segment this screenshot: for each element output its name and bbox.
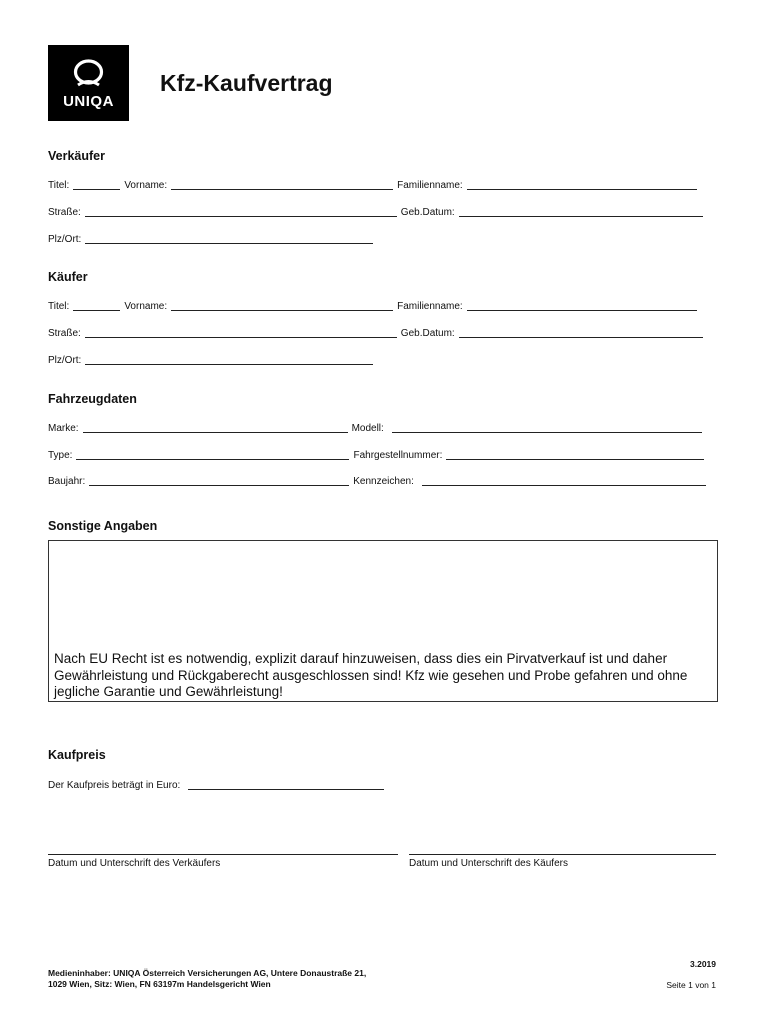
modell-field[interactable] — [392, 421, 702, 433]
footer-publisher-line2: 1029 Wien, Sitz: Wien, FN 63197m Handelsgericht Wien — [48, 979, 271, 989]
kennzeichen-label: Kennzeichen: — [353, 476, 414, 487]
section-fahrzeugdaten-heading: Fahrzeugdaten — [48, 392, 137, 406]
plz-ort-label: Plz/Ort: — [48, 234, 82, 245]
familienname-label: Familienname: — [397, 180, 463, 191]
kennzeichen-field[interactable] — [422, 474, 706, 486]
baujahr-label: Baujahr: — [48, 476, 86, 487]
type-field[interactable] — [76, 448, 349, 460]
verkaeufer-vorname-field[interactable] — [171, 178, 393, 190]
kaufpreis-row — [48, 778, 388, 791]
fahrzeug-row-type — [48, 448, 718, 461]
footer-publisher-line1: Medieninhaber: UNIQA Österreich Versicherungen AG, Untere Donaustraße 21, — [48, 968, 367, 978]
section-kaufpreis-heading: Kaufpreis — [48, 748, 106, 762]
sonstige-angaben-text: Nach EU Recht ist es notwendig, explizit darauf hinzuweisen, dass dies ein Pirvatverkauf ist und daher Gewährleistung und Rückgaberecht ausgeschlossen sind! Kfz wie gesehen und Probe gefahren und ohne jegliche Garantie und Gewährleistung! — [54, 651, 688, 699]
titel-label: Titel: — [48, 301, 70, 312]
kaeufer-row-name — [48, 299, 718, 312]
kaeufer-row-plz — [48, 353, 377, 366]
verkaeufer-titel-field[interactable] — [73, 178, 120, 190]
fahrgestellnummer-field[interactable] — [446, 448, 704, 460]
modell-label: Modell: — [351, 423, 384, 434]
kaufpreis-label: Der Kaufpreis beträgt in Euro: — [48, 780, 181, 791]
verkaeufer-plz-ort-field[interactable] — [85, 232, 373, 244]
verkaeufer-strasse-field[interactable] — [85, 205, 397, 217]
verkaeufer-row-name — [48, 178, 718, 191]
uniqa-logo — [48, 45, 129, 121]
seller-signature-label: Datum und Unterschrift des Verkäufers — [48, 858, 221, 869]
strasse-label: Straße: — [48, 207, 81, 218]
kaeufer-geb-datum-field[interactable] — [459, 326, 703, 338]
kaeufer-familienname-field[interactable] — [467, 299, 697, 311]
kaeufer-titel-field[interactable] — [73, 299, 120, 311]
fahrgestellnummer-label: Fahrgestellnummer: — [353, 450, 443, 461]
plz-ort-label: Plz/Ort: — [48, 355, 82, 366]
buyer-signature-label: Datum und Unterschrift des Käufers — [409, 858, 568, 869]
kaeufer-plz-ort-field[interactable] — [85, 353, 373, 365]
kaeufer-vorname-field[interactable] — [171, 299, 393, 311]
type-label: Type: — [48, 450, 73, 461]
familienname-label: Familienname: — [397, 301, 463, 312]
kaufpreis-field[interactable] — [188, 778, 384, 790]
marke-label: Marke: — [48, 423, 79, 434]
titel-label: Titel: — [48, 180, 70, 191]
baujahr-field[interactable] — [89, 474, 349, 486]
section-sonstige-heading: Sonstige Angaben — [48, 519, 158, 533]
sonstige-angaben-textbox[interactable] — [48, 540, 718, 702]
document-title: Kfz-Kaufvertrag — [160, 70, 333, 96]
verkaeufer-row-address — [48, 205, 718, 218]
footer-version: 3.2019 — [690, 959, 716, 969]
marke-field[interactable] — [83, 421, 348, 433]
seller-signature-line[interactable] — [48, 854, 398, 855]
kaeufer-row-address — [48, 326, 718, 339]
strasse-label: Straße: — [48, 328, 81, 339]
verkaeufer-familienname-field[interactable] — [467, 178, 697, 190]
section-verkaeufer-heading: Verkäufer — [48, 149, 105, 163]
footer-page-number: Seite 1 von 1 — [666, 980, 716, 990]
logo-text: UNIQA — [63, 93, 114, 110]
vorname-label: Vorname: — [124, 301, 168, 312]
fahrzeug-row-baujahr — [48, 474, 718, 487]
kaeufer-strasse-field[interactable] — [85, 326, 397, 338]
geb-datum-label: Geb.Datum: — [400, 328, 455, 339]
verkaeufer-geb-datum-field[interactable] — [459, 205, 703, 217]
fahrzeug-row-marke — [48, 421, 718, 434]
buyer-signature-line[interactable] — [409, 854, 716, 855]
geb-datum-label: Geb.Datum: — [400, 207, 455, 218]
section-kaeufer-heading: Käufer — [48, 270, 88, 284]
vorname-label: Vorname: — [124, 180, 168, 191]
verkaeufer-row-plz — [48, 232, 377, 245]
